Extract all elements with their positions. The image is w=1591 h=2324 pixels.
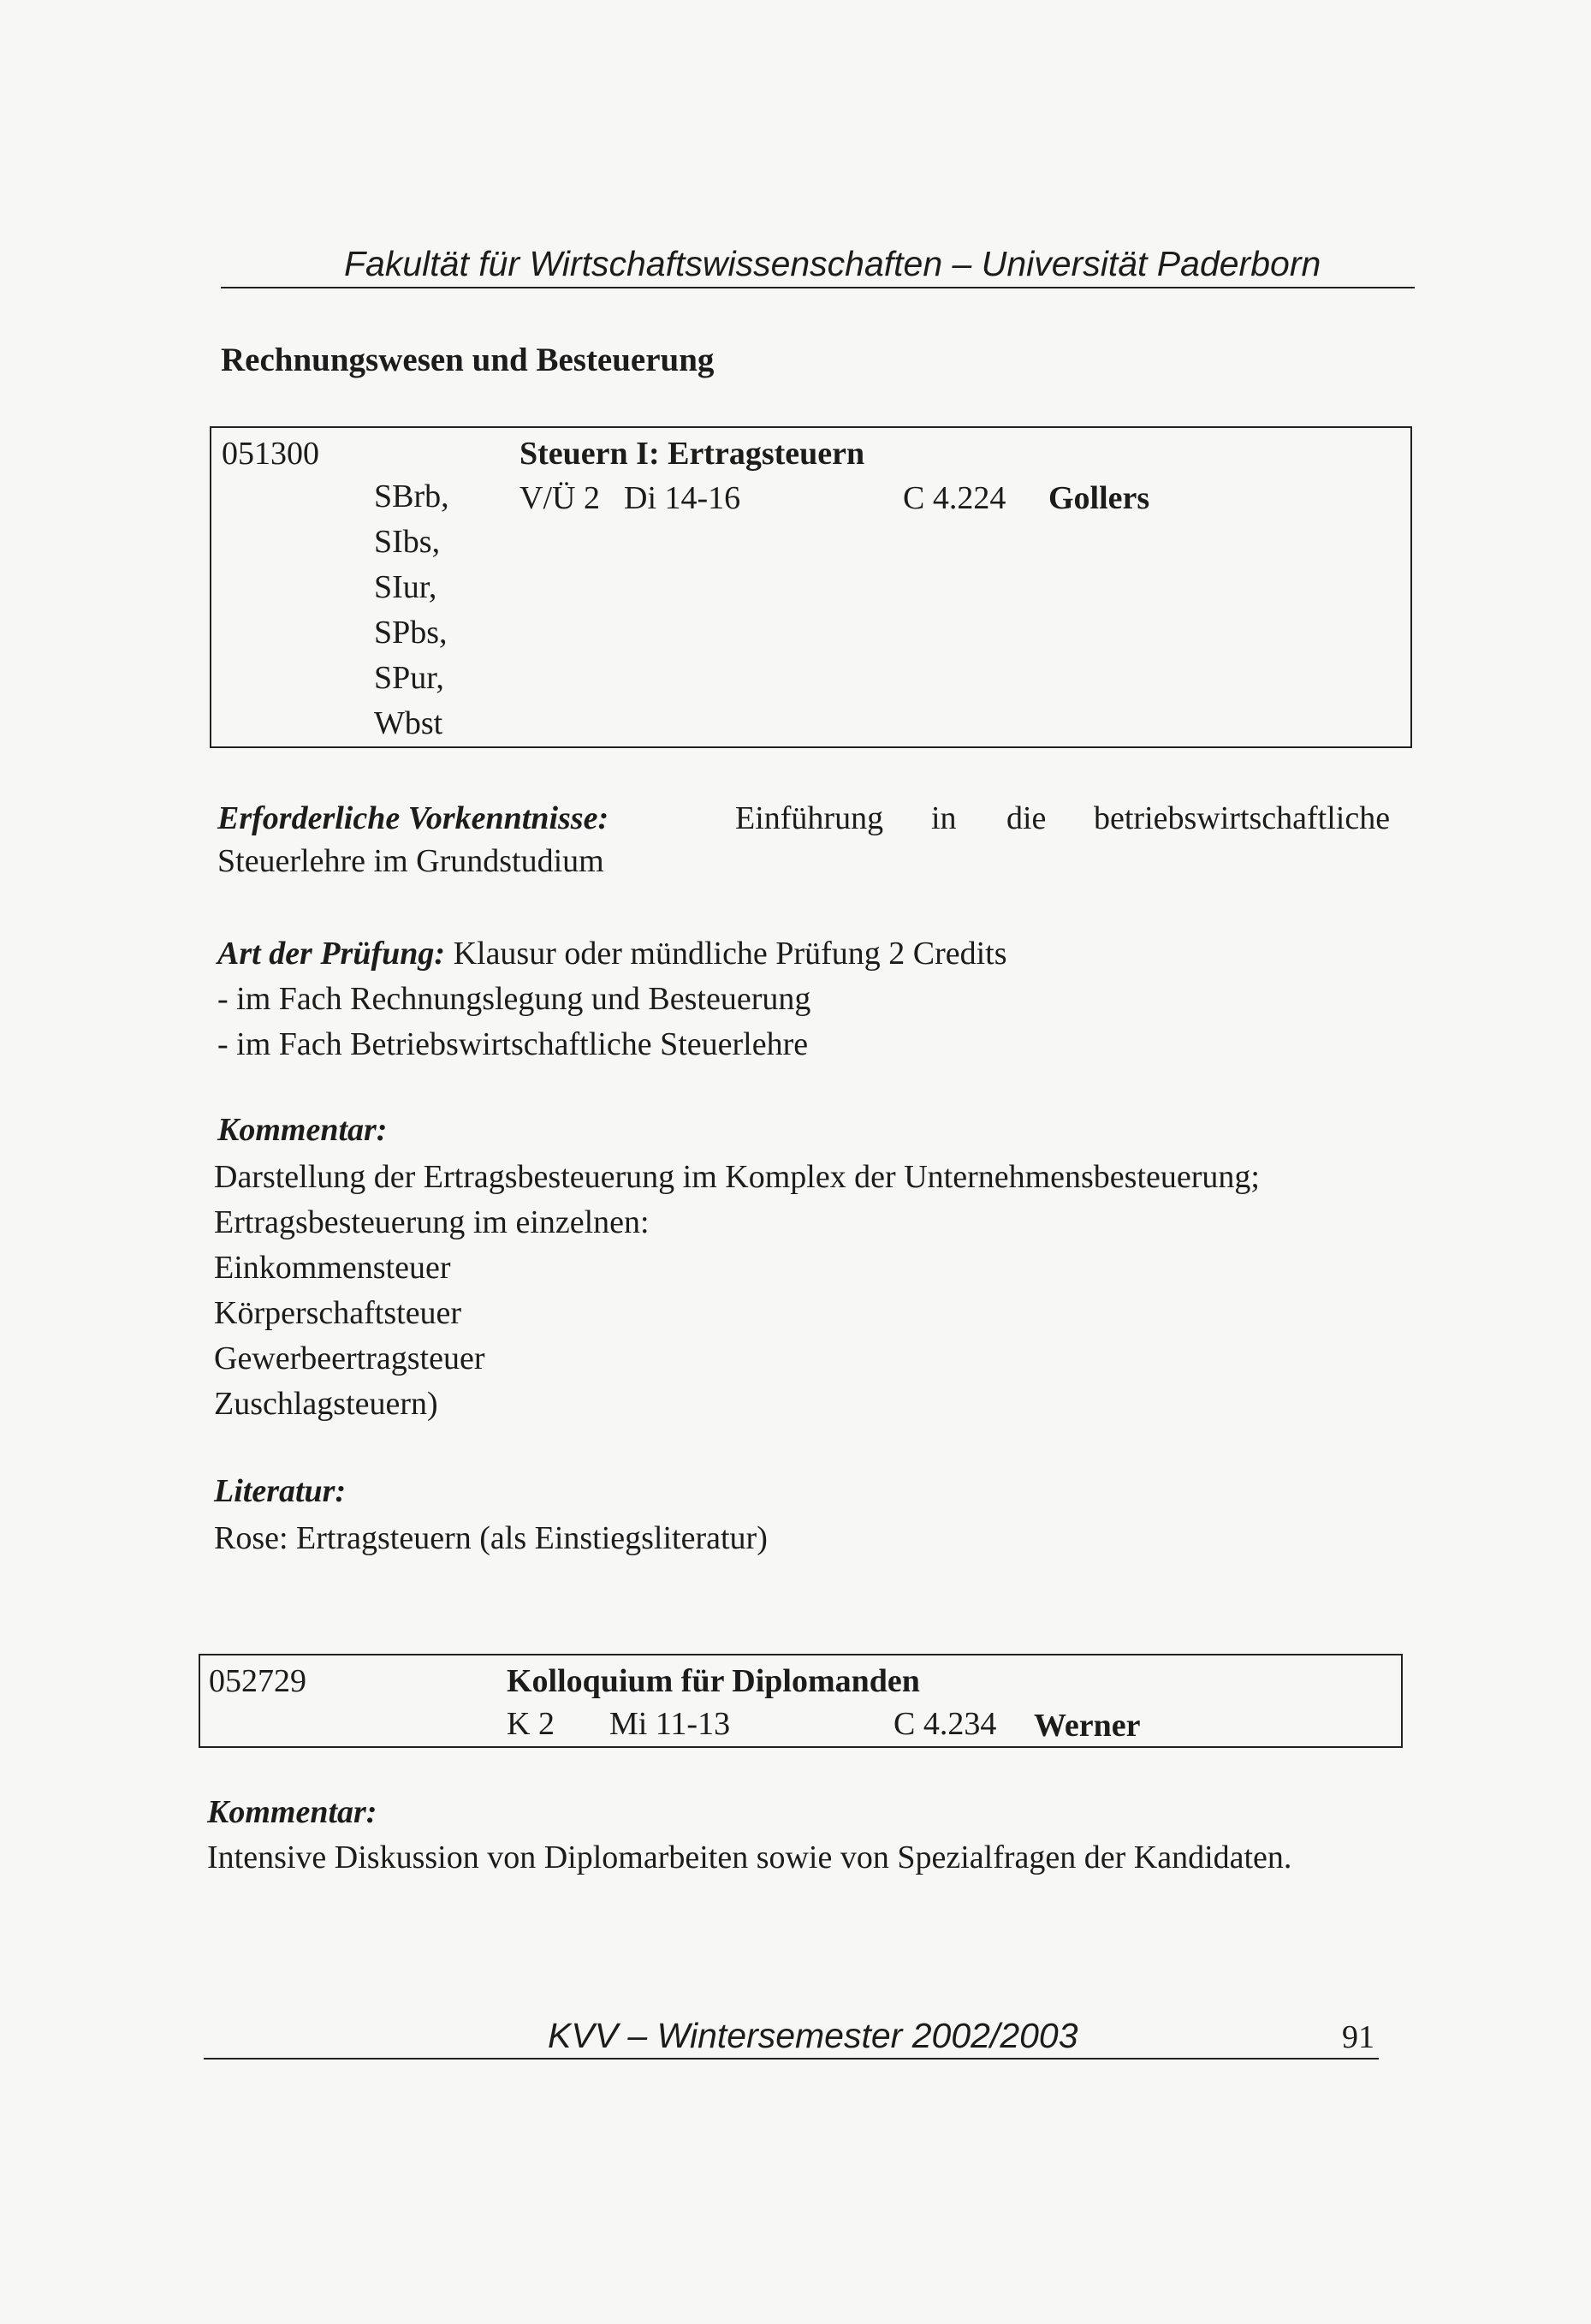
comment-line: Darstellung der Ertragsbesteuerung im Komplex der Unternehmensbesteuerung; [214,1159,1260,1195]
exam-detail: - im Fach Rechnungslegung und Besteuerung [217,981,811,1017]
course-box-052729 [199,1654,1403,1748]
program-list [374,478,449,750]
comment-label: Kommentar: [207,1794,377,1830]
course-room: C 4.234 [893,1706,997,1742]
section-title: Rechnungswesen und Besteuerung [221,342,715,378]
course-box-051300 [210,426,1412,748]
prerequisites-label: Erforderliche Vorkenntnisse: [217,800,609,836]
exam-detail: - im Fach Betriebswirtschaftliche Steuerlehre [217,1026,809,1062]
prerequisites-word: betriebswirtschaftliche [1094,800,1391,836]
page-number: 91 [1342,2019,1374,2055]
program-item: SIur, [374,569,437,605]
prerequisites-line-1 [217,799,1411,842]
prerequisites-word: die [1006,800,1047,836]
course-id: 052729 [209,1663,306,1699]
exam-label: Art der Prüfung: [217,936,446,972]
course-lecturer: Werner [1034,1708,1141,1744]
comment-line: Zuschlagsteuern) [214,1386,438,1422]
literature-text: Rose: Ertragsteuern (als Einstiegsliteratur) [214,1520,768,1556]
course-room: C 4.224 [903,480,1006,516]
exam-line [217,935,1007,972]
course-type-hours: K 2 [507,1706,555,1742]
page-header-title: Fakultät für Wirtschaftswissenschaften – Universität Paderborn [344,244,1321,283]
comment-line: Einkommensteuer [214,1250,451,1286]
program-item: SPbs, [374,615,448,651]
comment-body [214,1158,1260,1430]
comment-line: Gewerbeertragsteuer [214,1340,485,1376]
prerequisites-word: in [931,800,957,836]
prerequisites-word: Einführung [735,800,884,836]
program-item: SBrb, [374,478,449,514]
comment-text: Intensive Diskussion von Diplomarbeiten sowie von Spezialfragen der Kandidaten. [207,1840,1292,1875]
comment-label: Kommentar: [217,1112,388,1148]
course-type-hours: V/Ü 2 [519,480,600,516]
program-item: SPur, [374,660,444,696]
footer-rule [204,2058,1379,2060]
course-title: Kolloquium für Diplomanden [507,1663,920,1699]
course-time: Di 14-16 [624,480,741,516]
comment-line: Ertragsbesteuerung im einzelnen: [214,1204,650,1240]
prerequisites-line-2: Steuerlehre im Grundstudium [217,843,604,879]
header-rule [221,287,1415,288]
program-item: SIbs, [374,524,441,560]
course-time: Mi 11-13 [609,1706,731,1742]
course-lecturer: Gollers [1048,480,1150,516]
course-id: 051300 [222,436,319,472]
literature-label: Literatur: [214,1473,347,1509]
program-item: Wbst [374,705,443,741]
exam-text: Klausur oder mündliche Prüfung 2 Credits [453,936,1007,972]
comment-line: Körperschaftsteuer [214,1295,462,1331]
course-title: Steuern I: Ertragsteuern [519,436,865,472]
footer-title: KVV – Wintersemester 2002/2003 [548,2016,1078,2055]
